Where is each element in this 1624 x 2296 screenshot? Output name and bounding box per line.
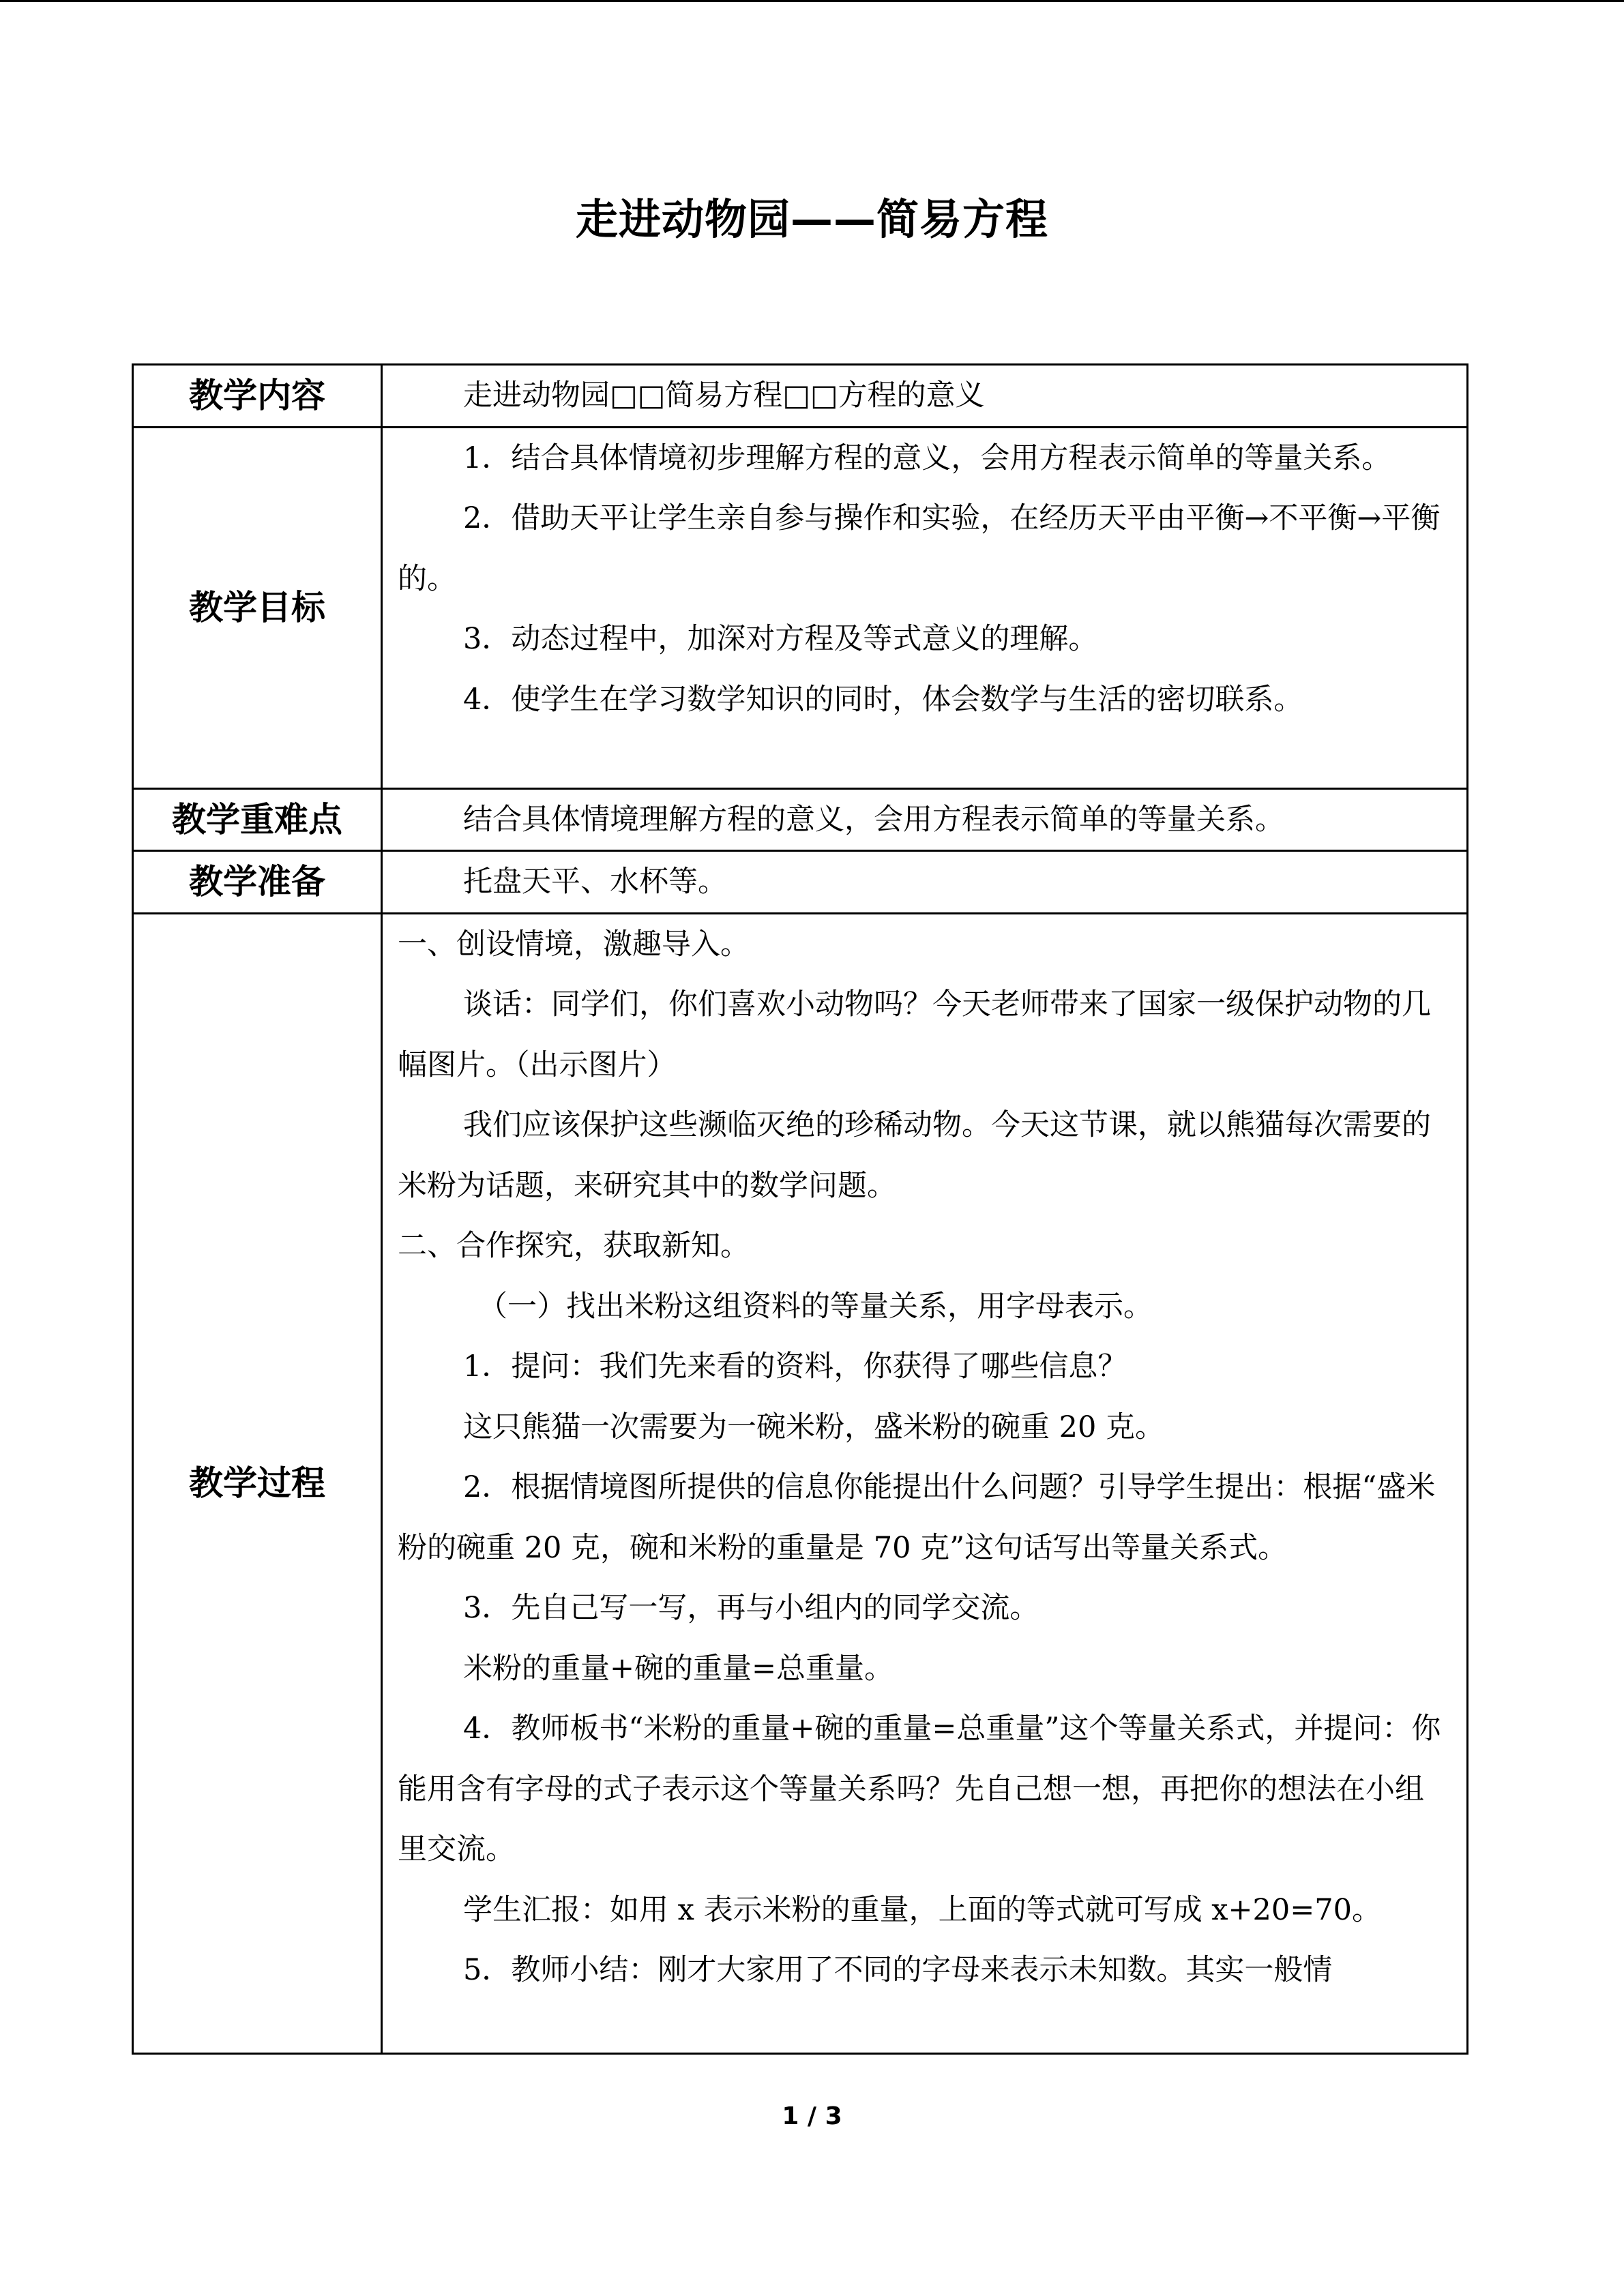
- process-paragraph: 2．根据情境图所提供的信息你能提出什么问题？引导学生提出：根据“盛米粉的碗重 20 克，碗和米粉的重量是 70 克”这句话写出等量关系式。: [398, 1470, 1436, 1565]
- goal-item: 2．借助天平让学生亲自参与操作和实验，在经历天平由平衡→不平衡→平衡的。: [398, 501, 1441, 596]
- cell-process: [382, 913, 1468, 2053]
- cell-key-points: [382, 788, 1468, 851]
- key-points-text: 结合具体情境理解方程的意义，会用方程表示简单的等量关系。: [463, 802, 1284, 837]
- process-paragraph: 谈话：同学们，你们喜欢小动物吗？今天老师带来了国家一级保护动物的几幅图片。（出示图片）: [398, 987, 1431, 1082]
- process-paragraph: 1．提问：我们先来看的资料，你获得了哪些信息？: [463, 1350, 1127, 1384]
- label-goals: 教学目标: [133, 427, 382, 788]
- row-goals: [133, 427, 1468, 788]
- process-paragraph: 3．先自己写一写，再与小组内的同学交流。: [463, 1591, 1039, 1625]
- label-key-points: 教学重难点: [133, 788, 382, 851]
- goal-item: 1．结合具体情境初步理解方程的意义，会用方程表示简单的等量关系。: [463, 441, 1391, 475]
- process-paragraph: 这只熊猫一次需要为一碗米粉，盛米粉的碗重 20 克。: [463, 1410, 1165, 1444]
- page-title: 走进动物园——简易方程: [575, 194, 1048, 244]
- row-process: [133, 913, 1468, 2053]
- process-paragraph: 5．教师小结：刚才大家用了不同的字母来表示未知数。其实一般情: [463, 1953, 1333, 1987]
- cell-content: [382, 365, 1468, 428]
- goal-item: 3．动态过程中，加深对方程及等式意义的理解。: [463, 622, 1098, 656]
- process-heading: 一、创设情境，激趣导入。: [398, 927, 750, 961]
- row-key-points: [133, 788, 1468, 851]
- process-paragraph: 学生汇报：如用 x 表示米粉的重量，上面的等式就可写成 x+20=70。: [463, 1892, 1381, 1927]
- page-number: 1 / 3: [782, 2102, 842, 2130]
- goal-item: 4．使学生在学习数学知识的同时，体会数学与生活的密切联系。: [463, 682, 1303, 717]
- label-preparation: 教学准备: [133, 851, 382, 914]
- row-preparation: [133, 851, 1468, 914]
- process-paragraph: 我们应该保护这些濒临灭绝的珍稀动物。今天这节课，就以熊猫每次需要的米粉为话题，来研究其中的数学问题。: [398, 1108, 1431, 1203]
- lesson-plan-table: [132, 363, 1468, 2055]
- row-content: [133, 365, 1468, 428]
- top-border: [0, 0, 1624, 2]
- cell-preparation: [382, 851, 1468, 914]
- content-text: 走进动物园□□简易方程□□方程的意义: [463, 378, 985, 413]
- process-paragraph: 4．教师板书“米粉的重量+碗的重量=总重量”这个等量关系式，并提问：你能用含有字母的式子表示这个等量关系吗？先自己想一想，再把你的想法在小组里交流。: [398, 1712, 1441, 1866]
- preparation-text: 托盘天平、水杯等。: [463, 865, 727, 899]
- process-heading: 二、合作探究，获取新知。: [398, 1229, 750, 1263]
- process-subheading: （一）找出米粉这组资料的等量关系，用字母表示。: [478, 1289, 1153, 1324]
- label-content: 教学内容: [133, 365, 382, 428]
- label-process: 教学过程: [133, 913, 382, 2053]
- process-paragraph: 米粉的重量+碗的重量=总重量。: [463, 1651, 894, 1686]
- cell-goals: [382, 427, 1468, 788]
